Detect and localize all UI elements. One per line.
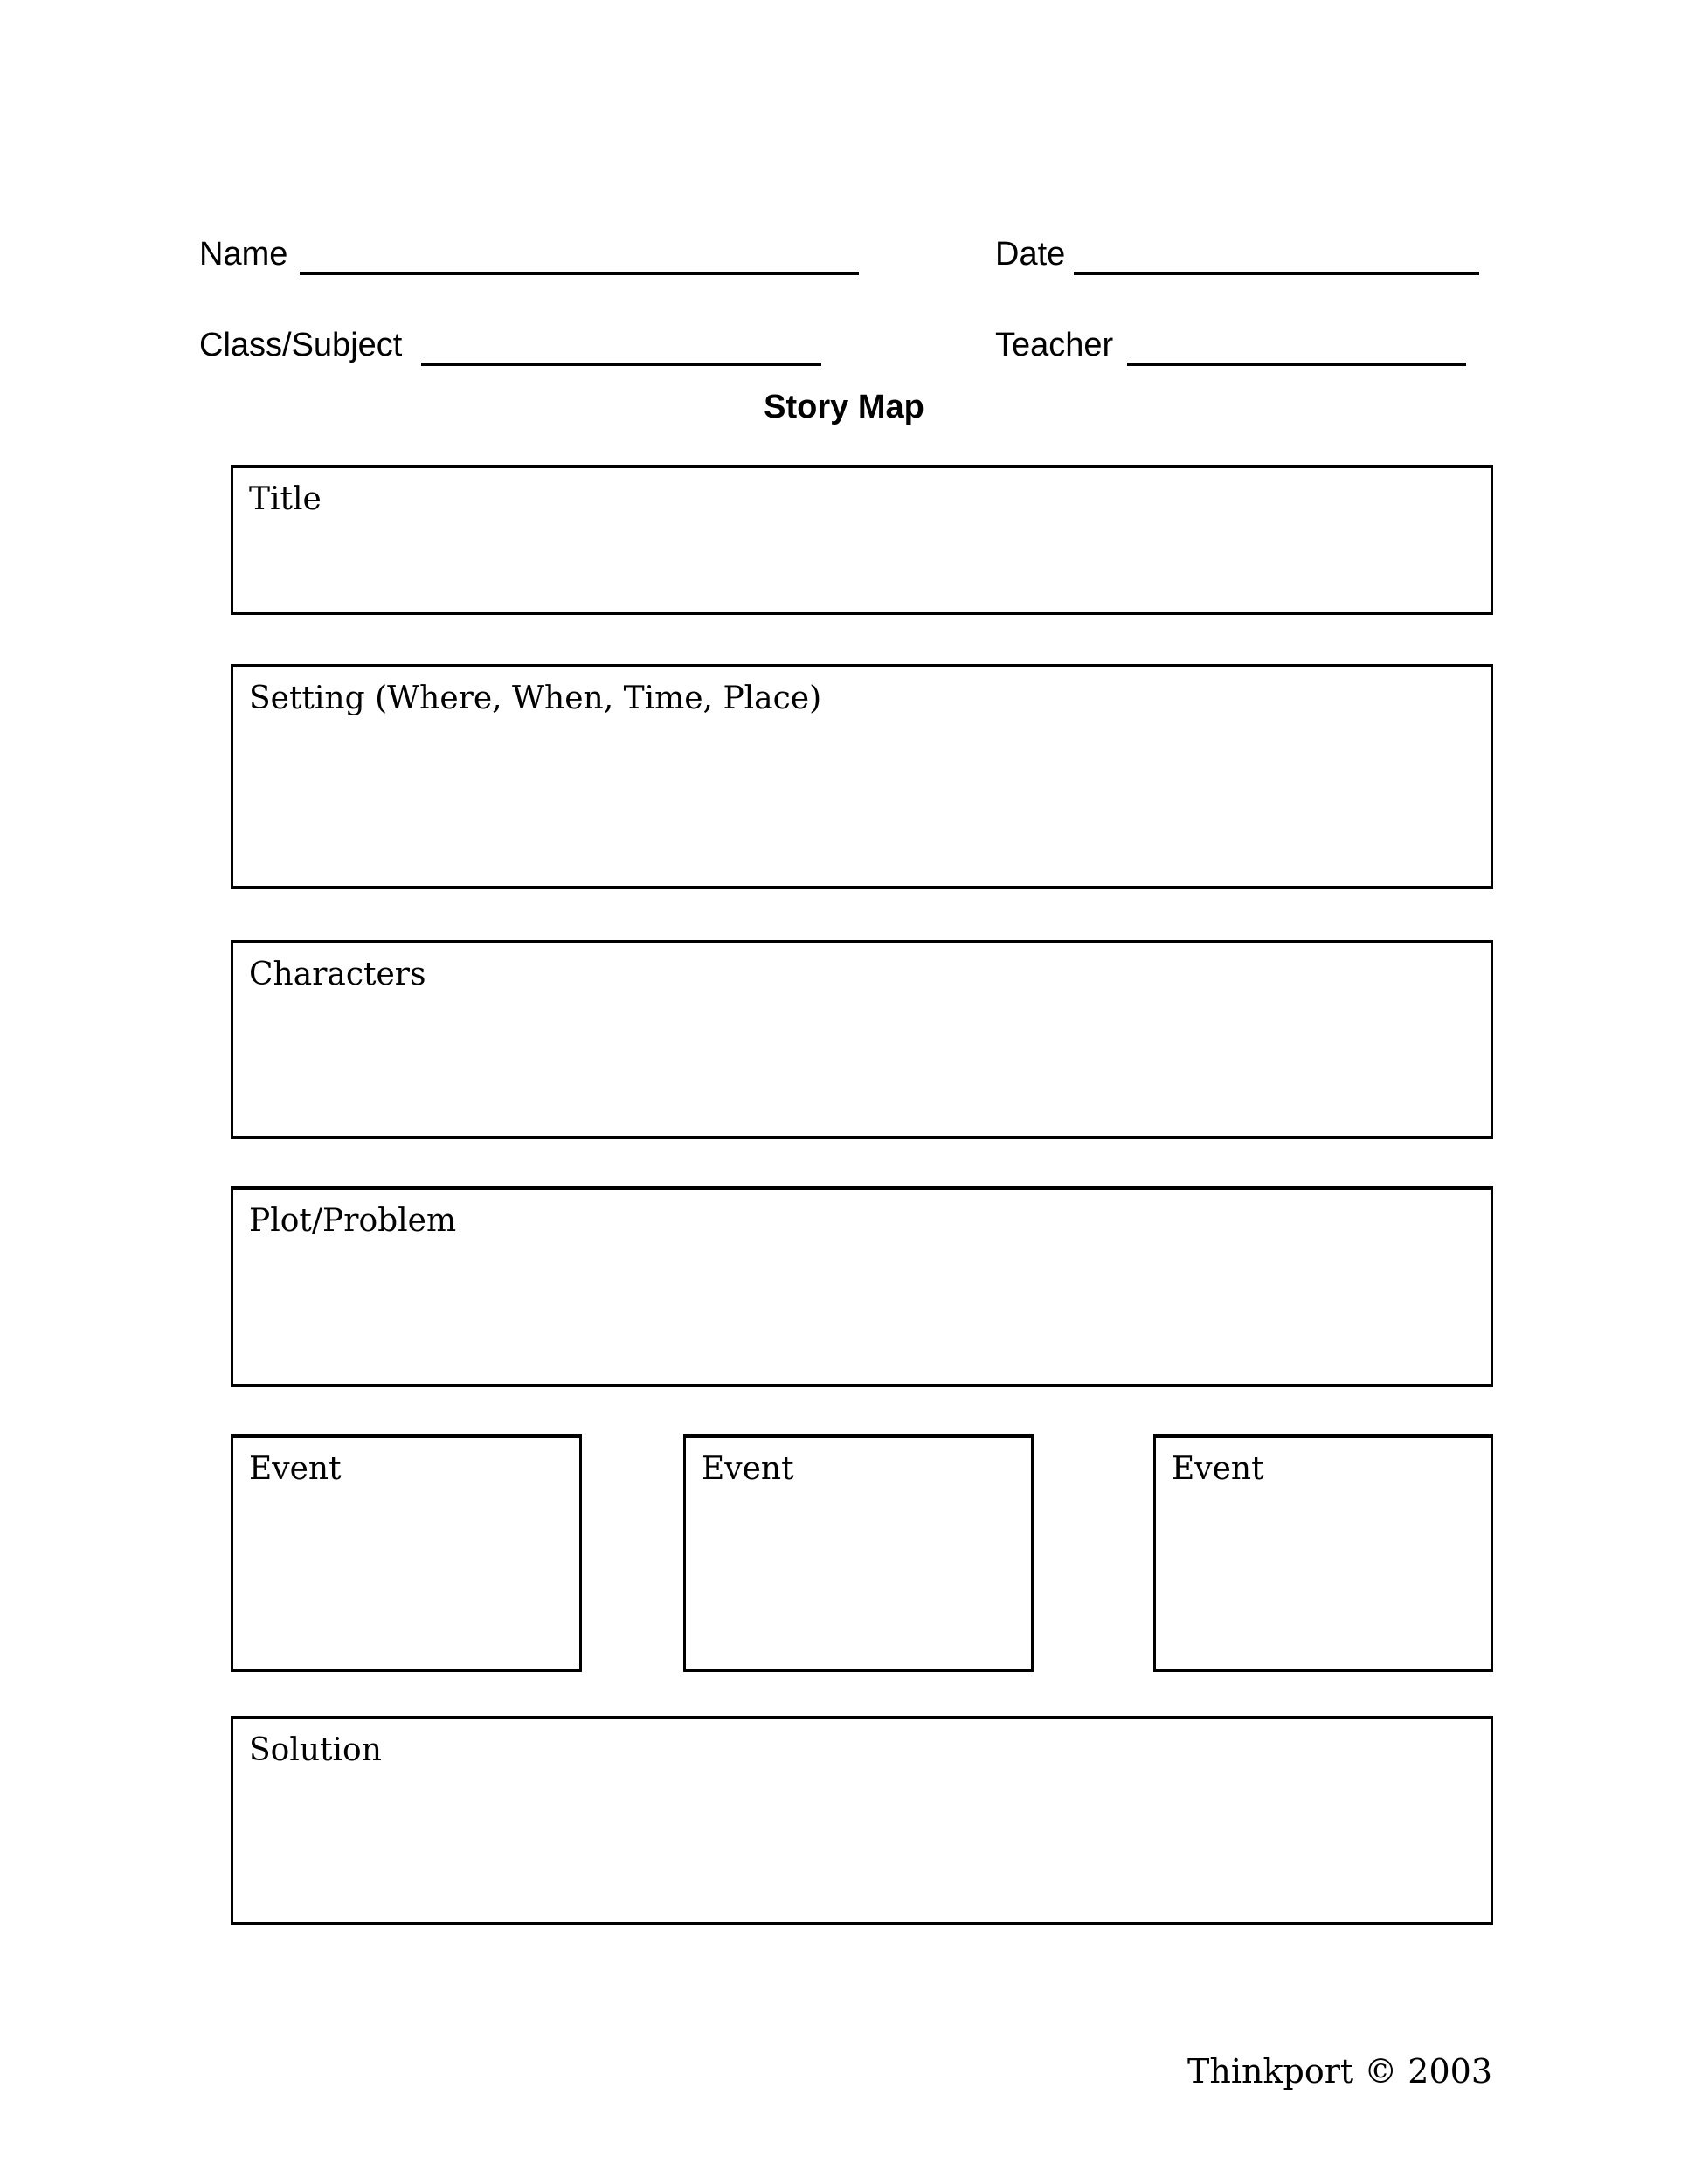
class-subject-label: Class/Subject <box>199 327 403 363</box>
event-box-3 <box>1153 1434 1493 1672</box>
characters-box-label: Characters <box>249 957 426 992</box>
teacher-label: Teacher <box>995 327 1114 363</box>
title-box <box>231 465 1493 615</box>
event-box-1-label: Event <box>249 1451 342 1487</box>
plot-problem-box-label: Plot/Problem <box>249 1203 457 1239</box>
date-blank-line <box>1074 272 1479 275</box>
teacher-blank-line <box>1127 363 1466 366</box>
page-title: Story Map <box>764 389 924 425</box>
setting-box-label: Setting (Where, When, Time, Place) <box>249 681 822 716</box>
class-subject-blank-line <box>421 363 821 366</box>
footer-credit: Thinkport © 2003 <box>1187 2052 1492 2091</box>
name-label: Name <box>199 236 288 273</box>
characters-box <box>231 940 1493 1139</box>
solution-box <box>231 1716 1493 1925</box>
title-box-label: Title <box>249 481 322 517</box>
plot-problem-box <box>231 1186 1493 1387</box>
event-box-1 <box>231 1434 582 1672</box>
event-box-2-label: Event <box>702 1451 794 1487</box>
event-box-2 <box>683 1434 1034 1672</box>
solution-box-label: Solution <box>249 1732 382 1768</box>
event-box-3-label: Event <box>1172 1451 1264 1487</box>
name-blank-line <box>300 272 859 275</box>
date-label: Date <box>995 236 1066 273</box>
setting-box <box>231 664 1493 889</box>
